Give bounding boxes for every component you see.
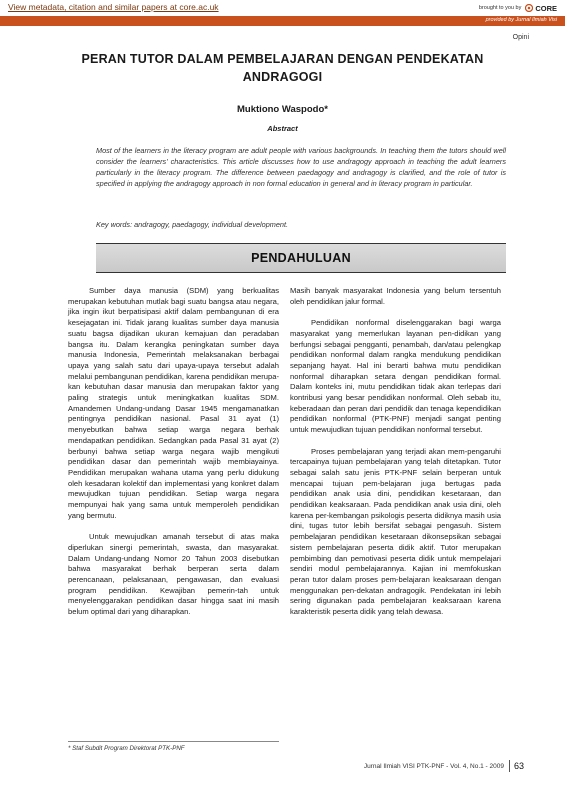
abstract-text: Most of the learners in the literacy program are adult people with various backgrounds. In teaching them the tutors should well consider the learners' characteristics. This article discusses how to use andragogy approach in teaching the adult learners particularly in the literacy program. The difference between paedagogy and andragogy is clarified, and the role of tutor is specified in applying the andragogy approach in non formal education in general and in literacy program in particular.	[96, 146, 506, 188]
right-column	[290, 286, 501, 618]
core-banner	[0, 0, 565, 26]
journal-reference: Jurnal Ilmiah VISI PTK-PNF - Vol. 4, No.1 - 2009	[363, 762, 504, 770]
body-paragraph: Untuk mewujudkan amanah tersebut di atas maka diperlukan sinergi pemerintah, swasta, dan masyarakat. Dalam Undang-undang Nomor 20 Tahun 2003 disebutkan bahwa masyarakat berhak berperan serta dalam perencanaan, pelaksanaan, pengawasan, dan evaluasi program pendidikan. Kewajiban pemerin-tah untuk menyelenggarakan pendidikan dasar hingga saat ini masih belum optimal dari yang diharapkan.	[68, 532, 279, 617]
core-logo[interactable]	[525, 4, 557, 13]
section-tag: Opini	[512, 34, 529, 41]
author-footnote: * Staf Subdit Program Direktorat PTK-PNF	[68, 741, 279, 752]
core-logo-icon	[525, 4, 533, 12]
core-provided-bar	[0, 16, 565, 26]
keywords: Key words: andragogy, paedagogy, individual development.	[96, 220, 289, 229]
article-title: PERAN TUTOR DALAM PEMBELAJARAN DENGAN PENDEKATAN ANDRAGOGI	[81, 52, 484, 84]
core-metadata-link[interactable]: View metadata, citation and similar papers at core.ac.uk	[8, 2, 219, 12]
body-paragraph: Proses pembelajaran yang terjadi akan mem-pengaruhi tercapainya tujuan pembelajaran yang telah ditetapkan. Tutor sebagai salah satu jenis PTK-PNF selain berperan untuk mencapai tujuan pem-belajaran juga bertugas pada pendidikan anak usia dini, pendidikan kesetaraan, dan pendidikan keaksaraan. Pada pendidikan anak usia dini, oleh karena per-kembangan psikologis peserta didiknya masih usia dini, tugas tutor lebih bersifat sebagai pengasuh. Sistem pembelajaran pendidikan kesetaraan dikonsepsikan sebagai sistem pembelajaran peserta didik aktif. Tutor merupakan pembimbing dan pemotivasi peserta didik untuk mempelajari sendiri modul pembelajarannya. Kajian ini memfokuskan peran tutor dalam proses pem-belajaran keaksaraan dengan menggunakan pen-dekatan andragogik. Pendekatan ini lebih sering digunakan pada pembelajaran keaksaraan karena karakteristik peserta didik yang telah dewasa.	[290, 446, 501, 617]
body-paragraph: Pendidikan nonformal diselenggarakan bagi warga masyarakat yang memerlukan layanan pen-didikan yang berfungsi sebagai pengganti, penambah, dan/atau pelengkap pendidikan nonformal dalam rangka mendukung pendidikan sepanjang hayat. Hal ini berarti bahwa mutu pendidikan nonformal diharapkan setara dengan pendidikan formal. Dalam konteks ini, mutu pendidikan tidak akan terlepas dari kontribusi yang besar pendidikan nonformal. Oleh sebab itu, keberadaan dan peran dari pendidik dan tenaga kependidikan pendidikan nonformal (PTK-PNF) menjadi sangat penting untuk mewujudkan tujuan pendidikan nonformal tersebut.	[290, 318, 501, 435]
page-number: 63	[509, 760, 524, 772]
core-provided-by: provided by Jurnal Ilmiah Visi	[485, 17, 557, 23]
article-author: Muktiono Waspodo*	[237, 104, 328, 115]
core-branding	[479, 2, 557, 14]
section-heading-box	[96, 243, 506, 273]
body-paragraph: Masih banyak masyarakat Indonesia yang belum tersentuh oleh pendidikan jalur formal.	[290, 286, 501, 306]
body-paragraph: Sumber daya manusia (SDM) yang berkualitas merupakan kebutuhan mutlak bagi suatu bangsa atau negara, jika ingin ikut berpatisipasi aktif dalam pembangunan di era kesejagatan ini. Tidak jarang kualitas sumber daya manusia suatu bagsa dijadikan ukuran kemajuan dan peradaban bangsa itu. Dalam kerangka peningkatan sumber daya manusia Indonesia, Pemerintah melaksanakan berbagai upaya yang salah satu dari upaya-upaya tersebut adalah melalui pembangunan pendidikan, karena pendidikan merupa-kan kebutuhan dasar manusia dan merupakan faktor yang paling strategis untuk meningkatkan kualitas SDM. Amandemen Undang-undang Dasar 1945 mengamanatkan pentingnya pendidikan nasional. Pasal 31 ayat (1) menyebutkan bahwa setiap warga negara berhak mendapatkan pendidikan. Sedangkan pada Pasal 31 ayat (2) berbunyi bahwa setiap warga negara wajib mengikuti pendidikan dasar dan pemerintah wajib membiayainya. Pendidikan merupakan wahana utama yang perlu didukung oleh kesadaran kolektif dan implementasi yang konkret dalam mewujudkan tujuan pendidikan. Setiap warga negara mempunyai hak yang sama untuk memperoleh pendidikan yang bermutu.	[68, 286, 279, 520]
page-footer	[290, 759, 524, 773]
core-brought-by: brought to you by	[478, 5, 522, 11]
left-column	[68, 286, 279, 618]
core-banner-top	[0, 0, 565, 17]
abstract-label: Abstract	[267, 124, 298, 133]
section-heading: PENDAHULUAN	[251, 251, 351, 265]
core-logo-text: CORE	[535, 3, 557, 13]
